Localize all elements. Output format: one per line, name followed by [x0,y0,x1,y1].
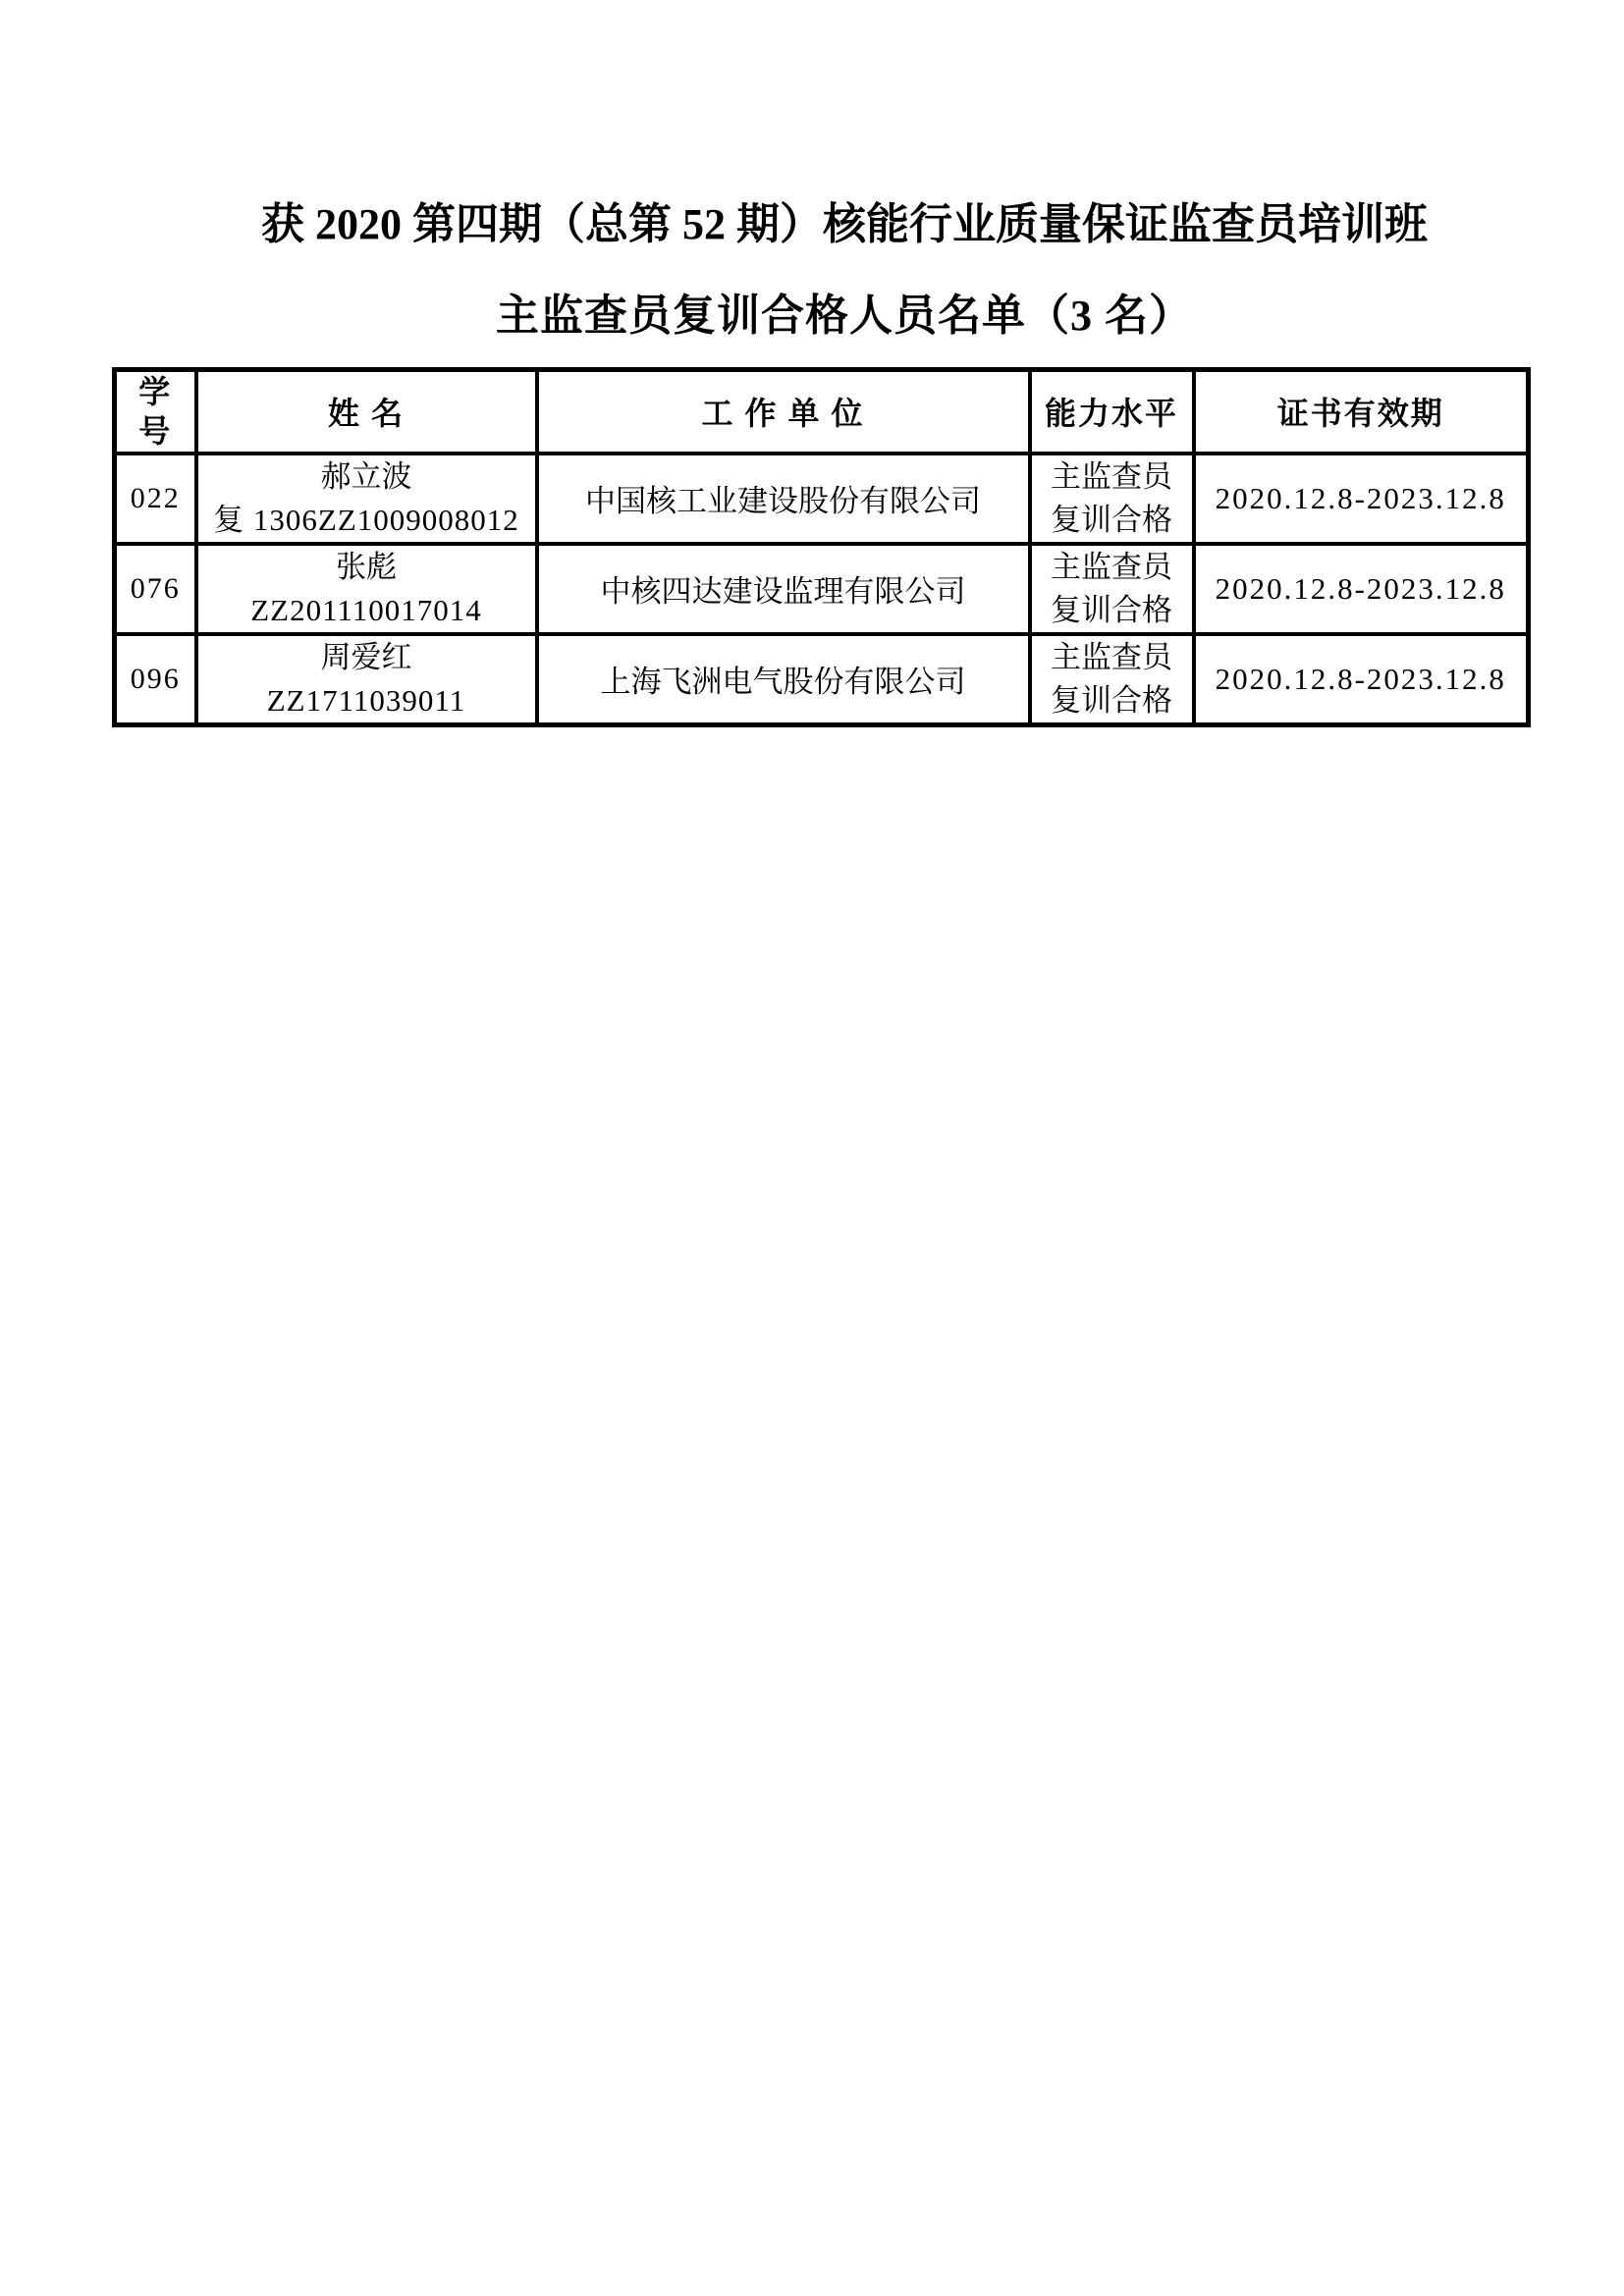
trainee-name: 郝立波 [320,458,412,494]
level-line2: 复训合格 [1051,682,1172,718]
table-row [115,634,1529,725]
level-cell [1030,544,1194,634]
student-id-cell: 076 [115,544,196,634]
validity-cell: 2020.12.8-2023.12.8 [1194,634,1529,725]
header-cell-level: 能力水平 [1030,370,1194,454]
certificate-number: 复 1306ZZ1009008012 [213,502,519,537]
header-cell-name: 姓 名 [196,370,537,454]
header-cell-validity: 证书有效期 [1194,370,1529,454]
trainee-name: 张彪 [336,549,397,584]
header-cell-student-id [115,370,196,454]
level-line2: 复训合格 [1051,502,1172,537]
header-student-id-line1: 学 [138,374,173,410]
level-line1: 主监查员 [1051,639,1172,674]
page-title [0,199,1624,342]
header-student-id-line2: 号 [138,413,173,450]
employer-cell: 中核四达建设监理有限公司 [537,544,1030,634]
name-cell [196,634,537,725]
employer-cell: 中国核工业建设股份有限公司 [537,454,1030,544]
level-line2: 复训合格 [1051,592,1172,627]
header-cell-employer: 工 作 单 位 [537,370,1030,454]
student-id-cell: 096 [115,634,196,725]
roster-table [112,367,1531,727]
page-title-line2: 主监查员复训合格人员名单（3 名） [496,292,1193,340]
page-title-line1: 获 2020 第四期（总第 52 期）核能行业质量保证监查员培训班 [261,200,1428,248]
level-line1: 主监查员 [1051,549,1172,584]
name-cell [196,454,537,544]
certificate-number: ZZ201110017014 [250,592,482,627]
level-line1: 主监查员 [1051,458,1172,494]
employer-cell: 上海飞洲电气股份有限公司 [537,634,1030,725]
validity-cell: 2020.12.8-2023.12.8 [1194,454,1529,544]
header-row [115,370,1529,454]
level-cell [1030,634,1194,725]
name-cell [196,544,537,634]
level-cell [1030,454,1194,544]
table-row [115,454,1529,544]
student-id-cell: 022 [115,454,196,544]
table-row [115,544,1529,634]
validity-cell: 2020.12.8-2023.12.8 [1194,544,1529,634]
certificate-number: ZZ1711039011 [266,682,466,718]
trainee-name: 周爱红 [320,639,412,674]
